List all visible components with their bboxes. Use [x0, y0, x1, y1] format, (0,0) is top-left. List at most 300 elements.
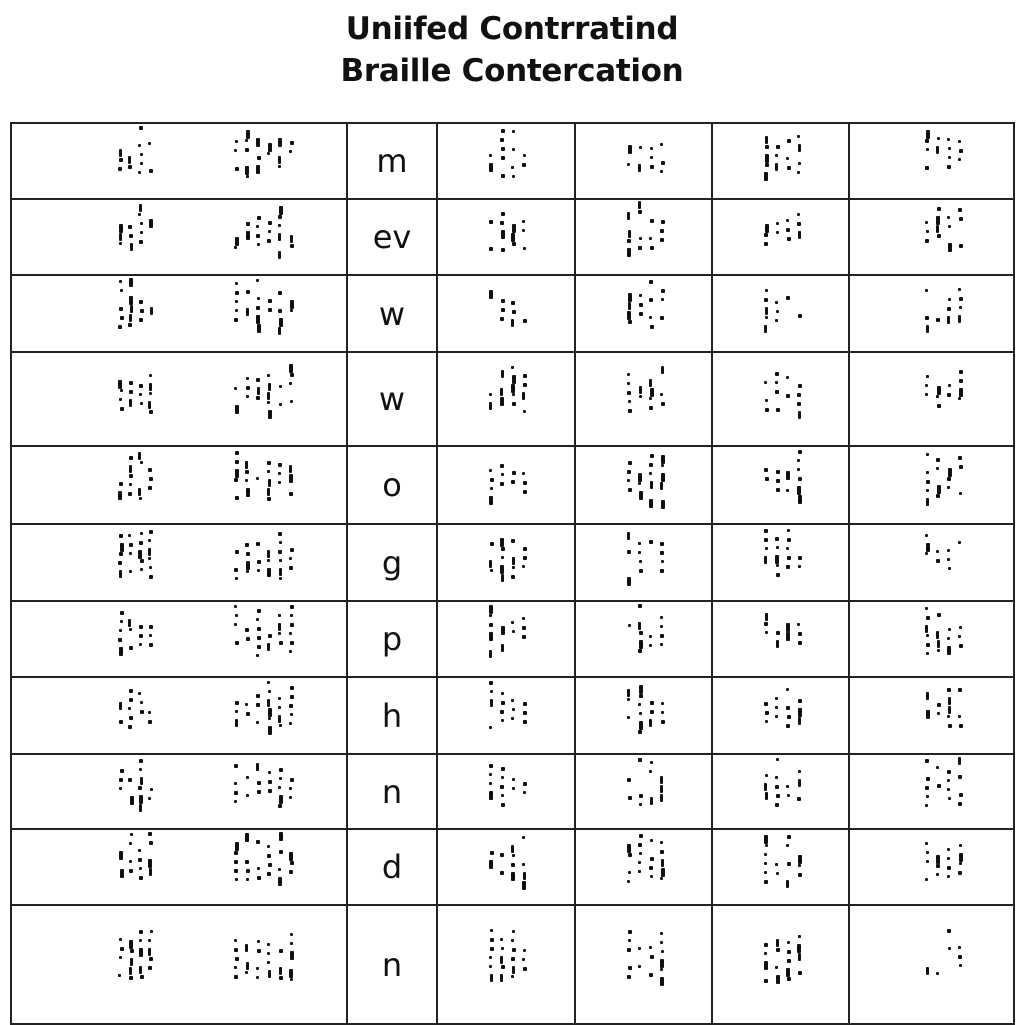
braille-dot: [501, 308, 505, 312]
braille-dots: [713, 447, 848, 523]
braille-dot: [959, 964, 962, 967]
braille-dot: [797, 135, 800, 138]
braille-dot: [764, 233, 768, 237]
braille-dot: [512, 175, 515, 178]
braille-dot: [245, 944, 248, 952]
braille-dot: [787, 862, 791, 866]
braille-dot: [489, 623, 493, 627]
braille-cell: [849, 123, 1014, 199]
braille-dot: [245, 628, 249, 632]
braille-dot: [661, 868, 665, 877]
braille-cell: [437, 601, 575, 677]
braille-dot: [501, 692, 504, 695]
braille-dot: [234, 939, 237, 942]
braille-dot: [776, 408, 780, 412]
braille-dot: [522, 863, 525, 866]
braille-dot: [234, 605, 237, 608]
braille-dot: [925, 759, 929, 763]
braille-dot: [661, 711, 664, 714]
braille-dot: [660, 850, 664, 854]
braille-dot: [958, 802, 962, 806]
braille-dot: [278, 623, 281, 631]
braille-dot: [650, 147, 653, 150]
table-row: [11, 829, 1014, 905]
braille-dot: [638, 758, 642, 762]
braille-dot: [775, 163, 778, 171]
braille-dot: [490, 690, 493, 693]
braille-dot: [511, 939, 514, 942]
braille-dot: [500, 974, 503, 982]
braille-cell: [575, 677, 712, 754]
braille-dot: [650, 481, 653, 489]
braille-dot: [947, 637, 950, 640]
braille-dot: [948, 156, 951, 159]
braille-dot: [937, 712, 940, 715]
letter-label: n: [381, 772, 403, 811]
braille-dots: [12, 353, 346, 445]
braille-dots: [850, 200, 1013, 274]
braille-dot: [267, 699, 270, 707]
braille-dot: [279, 577, 282, 580]
braille-dot: [246, 395, 249, 398]
braille-dots: [576, 678, 711, 753]
braille-dot: [926, 325, 929, 333]
braille-dot: [926, 498, 929, 506]
braille-dot: [948, 697, 951, 705]
braille-dot: [925, 316, 929, 320]
braille-dot: [268, 863, 272, 867]
braille-dot: [511, 845, 514, 853]
braille-dot: [660, 776, 663, 784]
braille-dot: [627, 163, 630, 166]
braille-dot: [234, 246, 237, 249]
braille-dot: [947, 875, 950, 878]
braille-cell: [437, 123, 575, 199]
braille-dot: [638, 473, 642, 482]
braille-dot: [639, 395, 642, 398]
braille-dot: [925, 166, 929, 170]
braille-dot: [511, 480, 515, 484]
braille-dot: [289, 722, 292, 725]
braille-dot: [650, 454, 654, 458]
braille-dot: [765, 720, 768, 723]
braille-dot: [512, 402, 516, 406]
braille-dot: [787, 950, 791, 954]
letter-cell: [347, 275, 437, 352]
braille-dot: [776, 975, 780, 984]
braille-dot: [523, 547, 527, 551]
braille-dot: [246, 231, 250, 240]
braille-dot: [489, 764, 493, 768]
braille-dot: [775, 154, 778, 157]
braille-dot: [234, 851, 238, 855]
braille-dot: [661, 473, 665, 482]
braille-dot: [489, 965, 492, 968]
braille-dot: [511, 301, 515, 305]
braille-dot: [256, 721, 259, 724]
braille-dot: [798, 717, 801, 725]
braille-dot: [638, 703, 641, 706]
braille-dots: [12, 602, 346, 676]
braille-dot: [660, 482, 663, 490]
braille-dot: [501, 776, 504, 779]
braille-dot: [947, 857, 950, 860]
braille-dot: [501, 299, 505, 303]
braille-dot: [660, 569, 664, 573]
braille-dot: [638, 870, 641, 873]
braille-dot: [765, 408, 769, 412]
braille-dot: [501, 556, 504, 559]
braille-cell: [437, 524, 575, 601]
braille-dot: [257, 216, 261, 220]
braille-dot: [500, 388, 503, 396]
braille-dot: [246, 869, 250, 873]
braille-dot: [268, 690, 271, 693]
braille-dot: [235, 405, 239, 414]
braille-dot: [660, 229, 664, 233]
braille-dot: [798, 162, 801, 165]
letter-cell: [347, 829, 437, 905]
braille-dot: [289, 557, 292, 560]
braille-dot: [523, 410, 526, 413]
braille-dots: [850, 447, 1013, 523]
braille-dot: [776, 631, 780, 635]
braille-dot: [650, 219, 654, 223]
braille-dot: [234, 568, 238, 572]
braille-dot: [649, 719, 652, 727]
braille-dot: [937, 207, 941, 211]
braille-dot: [512, 242, 516, 246]
braille-dot: [765, 613, 768, 621]
braille-dot: [522, 392, 525, 400]
braille-cell: [849, 524, 1014, 601]
braille-dot: [764, 853, 767, 856]
braille-dot: [278, 233, 281, 241]
braille-dot: [500, 464, 504, 468]
braille-dot: [245, 148, 249, 152]
braille-dot: [290, 641, 294, 645]
braille-dot: [798, 477, 802, 481]
braille-dot: [775, 372, 779, 376]
braille-dot: [797, 486, 801, 495]
braille-dot: [234, 318, 238, 322]
braille-dot: [290, 713, 293, 716]
braille-dot: [628, 966, 632, 970]
braille-dot: [937, 640, 940, 648]
braille-dot: [775, 863, 778, 866]
braille-dot: [268, 143, 272, 152]
braille-dot: [246, 290, 250, 294]
braille-dot: [798, 873, 802, 877]
braille-dot: [937, 404, 941, 408]
braille-dot: [278, 309, 282, 313]
braille-dot: [500, 853, 504, 857]
braille-dot: [257, 867, 260, 870]
braille-dot: [512, 310, 516, 314]
braille-dot: [638, 730, 642, 734]
braille-dot: [638, 947, 641, 950]
braille-dot: [639, 852, 642, 855]
braille-dot: [936, 855, 940, 864]
braille-dot: [765, 631, 768, 634]
braille-dot: [512, 375, 516, 384]
braille-dot: [501, 129, 505, 133]
braille-dot: [661, 720, 665, 724]
braille-dot: [797, 222, 801, 226]
braille-dot: [649, 499, 653, 508]
braille-dot: [649, 397, 652, 400]
braille-cell: [712, 601, 849, 677]
braille-dot: [787, 538, 791, 542]
braille-dot: [661, 298, 664, 301]
braille-dot: [256, 763, 259, 771]
braille-dot: [245, 470, 249, 474]
braille-dot: [958, 715, 961, 718]
braille-dot: [257, 243, 260, 246]
braille-dot: [290, 978, 293, 981]
letter-cell: [347, 601, 437, 677]
braille-dot: [267, 559, 270, 562]
braille-dot: [289, 969, 293, 978]
braille-dot: [947, 165, 951, 169]
braille-dot: [246, 488, 250, 497]
braille-dot: [289, 852, 293, 861]
braille-dot: [660, 977, 664, 986]
braille-dot: [925, 842, 928, 845]
braille-dots: [12, 124, 346, 198]
braille-cell: [11, 601, 347, 677]
braille-dot: [278, 327, 281, 335]
braille-dot: [256, 279, 259, 282]
braille-dot: [278, 224, 281, 227]
braille-dot: [511, 539, 515, 543]
braille-dot: [522, 626, 526, 630]
braille-dot: [257, 790, 261, 794]
braille-cell: [712, 524, 849, 601]
braille-dot: [649, 540, 653, 544]
braille-dot: [798, 864, 801, 867]
braille-cell: [575, 446, 712, 524]
braille-dot: [501, 370, 504, 378]
braille-dot: [511, 233, 515, 242]
braille-dot: [257, 949, 261, 953]
braille-dot: [289, 787, 292, 790]
braille-dot: [638, 965, 641, 968]
letter-cell: [347, 199, 437, 275]
braille-dot: [234, 860, 238, 864]
braille-dot: [776, 564, 779, 567]
braille-dot: [245, 479, 248, 482]
braille-dot: [948, 628, 951, 631]
braille-dot: [627, 880, 630, 883]
letter-label: ev: [372, 218, 412, 256]
braille-dot: [661, 950, 664, 953]
braille-dot: [523, 791, 526, 794]
braille-dot: [268, 479, 271, 487]
braille-dot: [649, 463, 653, 467]
braille-dot: [959, 370, 963, 374]
braille-dot: [958, 456, 962, 460]
braille-dot: [512, 224, 516, 233]
braille-dot: [235, 710, 238, 713]
braille-dot: [925, 384, 928, 387]
braille-dot: [764, 172, 768, 181]
braille-dot: [787, 556, 791, 560]
braille-dot: [776, 546, 779, 549]
braille-dot: [764, 952, 767, 955]
braille-dot: [650, 701, 654, 705]
braille-dot: [661, 560, 664, 563]
braille-dot: [289, 382, 292, 385]
braille-dot: [523, 967, 527, 971]
braille-dot: [256, 477, 259, 480]
braille-dot: [627, 248, 631, 257]
braille-cell: [11, 677, 347, 754]
braille-dot: [235, 878, 238, 881]
braille-dot: [234, 800, 237, 803]
braille-dot: [936, 146, 939, 154]
braille-dot: [289, 492, 293, 496]
braille-dot: [639, 712, 642, 715]
braille-dot: [267, 872, 271, 876]
braille-dot: [246, 570, 249, 573]
braille-dot: [925, 239, 929, 243]
braille-dot: [257, 940, 260, 943]
braille-dot: [257, 609, 261, 613]
braille-dot: [660, 616, 663, 619]
braille-dot: [764, 529, 768, 533]
braille-dot: [628, 461, 632, 465]
braille-dot: [278, 481, 281, 484]
braille-dot: [926, 130, 930, 139]
braille-dot: [490, 938, 494, 942]
braille-dot: [511, 872, 515, 881]
braille-dot: [245, 833, 249, 842]
braille-dot: [289, 465, 292, 473]
braille-dot: [512, 948, 516, 952]
braille-dot: [267, 845, 270, 848]
braille-dot: [512, 393, 515, 396]
braille-dot: [279, 976, 283, 980]
braille-dot: [660, 238, 664, 242]
braille-dot: [289, 650, 292, 653]
braille-dots: [438, 447, 574, 523]
braille-dots: [713, 678, 848, 753]
braille-dot: [501, 803, 505, 807]
braille-dot: [489, 782, 492, 785]
braille-dot: [948, 468, 952, 477]
braille-dot: [246, 637, 250, 641]
braille-dot: [500, 871, 504, 875]
braille-dot: [246, 962, 249, 970]
braille-dot: [937, 784, 941, 788]
braille-dot: [511, 319, 514, 327]
braille-dot: [489, 860, 493, 869]
braille-dot: [926, 616, 930, 620]
braille-cell: [11, 446, 347, 524]
braille-dot: [786, 547, 789, 550]
braille-dot: [627, 844, 631, 853]
letter-label: n: [381, 945, 403, 984]
braille-dot: [638, 210, 642, 214]
braille-dot: [925, 804, 928, 807]
braille-dot: [776, 222, 779, 225]
braille-cell: [849, 754, 1014, 829]
braille-dot: [511, 975, 514, 978]
braille-dot: [279, 832, 283, 841]
braille-dot: [776, 231, 779, 234]
braille-dot: [660, 941, 663, 944]
braille-dot: [279, 568, 282, 576]
braille-dot: [797, 459, 800, 462]
braille-dot: [501, 230, 505, 239]
braille-dots: [576, 124, 711, 198]
braille-dot: [627, 716, 630, 719]
braille-dot: [765, 774, 768, 777]
braille-dot: [764, 622, 768, 626]
braille-dot: [959, 379, 963, 383]
braille-dot: [290, 300, 294, 309]
braille-dot: [650, 388, 654, 397]
braille-dot: [289, 364, 293, 373]
braille-dots: [713, 200, 848, 274]
braille-dot: [500, 221, 504, 225]
braille-dot: [959, 149, 963, 153]
braille-dot: [639, 569, 643, 573]
braille-dot: [786, 844, 789, 847]
braille-dot: [926, 777, 930, 781]
braille-dot: [947, 688, 951, 692]
braille-cell: [849, 677, 1014, 754]
braille-dots: [576, 755, 711, 828]
braille-cell: [11, 829, 347, 905]
braille-dot: [511, 957, 515, 961]
braille-dot: [267, 952, 270, 955]
braille-dot: [235, 641, 239, 645]
table-row: [11, 677, 1014, 754]
braille-dot: [947, 929, 951, 933]
braille-dot: [786, 471, 790, 480]
braille-dot: [660, 634, 664, 638]
letter-label: w: [378, 294, 406, 333]
braille-dot: [289, 150, 292, 153]
braille-dot: [775, 537, 779, 541]
braille-dot: [926, 634, 929, 637]
braille-dot: [267, 961, 270, 964]
braille-dot: [638, 542, 641, 545]
braille-dot: [649, 644, 652, 647]
braille-dot: [628, 409, 632, 413]
braille-dot: [948, 947, 951, 950]
braille-dot: [628, 320, 632, 324]
braille-dot: [627, 778, 631, 782]
braille-dot: [501, 626, 505, 635]
braille-dot: [775, 381, 778, 384]
braille-dot: [947, 216, 950, 219]
braille-dot: [256, 378, 260, 382]
braille-dot: [278, 532, 282, 536]
braille-dot: [235, 701, 239, 705]
braille-dot: [489, 605, 493, 614]
braille-dot: [267, 374, 270, 377]
braille-dot: [786, 880, 789, 888]
braille-dot: [650, 761, 653, 764]
braille-dot: [947, 549, 950, 552]
braille-dot: [948, 384, 951, 387]
braille-dot: [279, 559, 282, 562]
braille-dot: [639, 803, 642, 806]
braille-dot: [948, 567, 951, 570]
